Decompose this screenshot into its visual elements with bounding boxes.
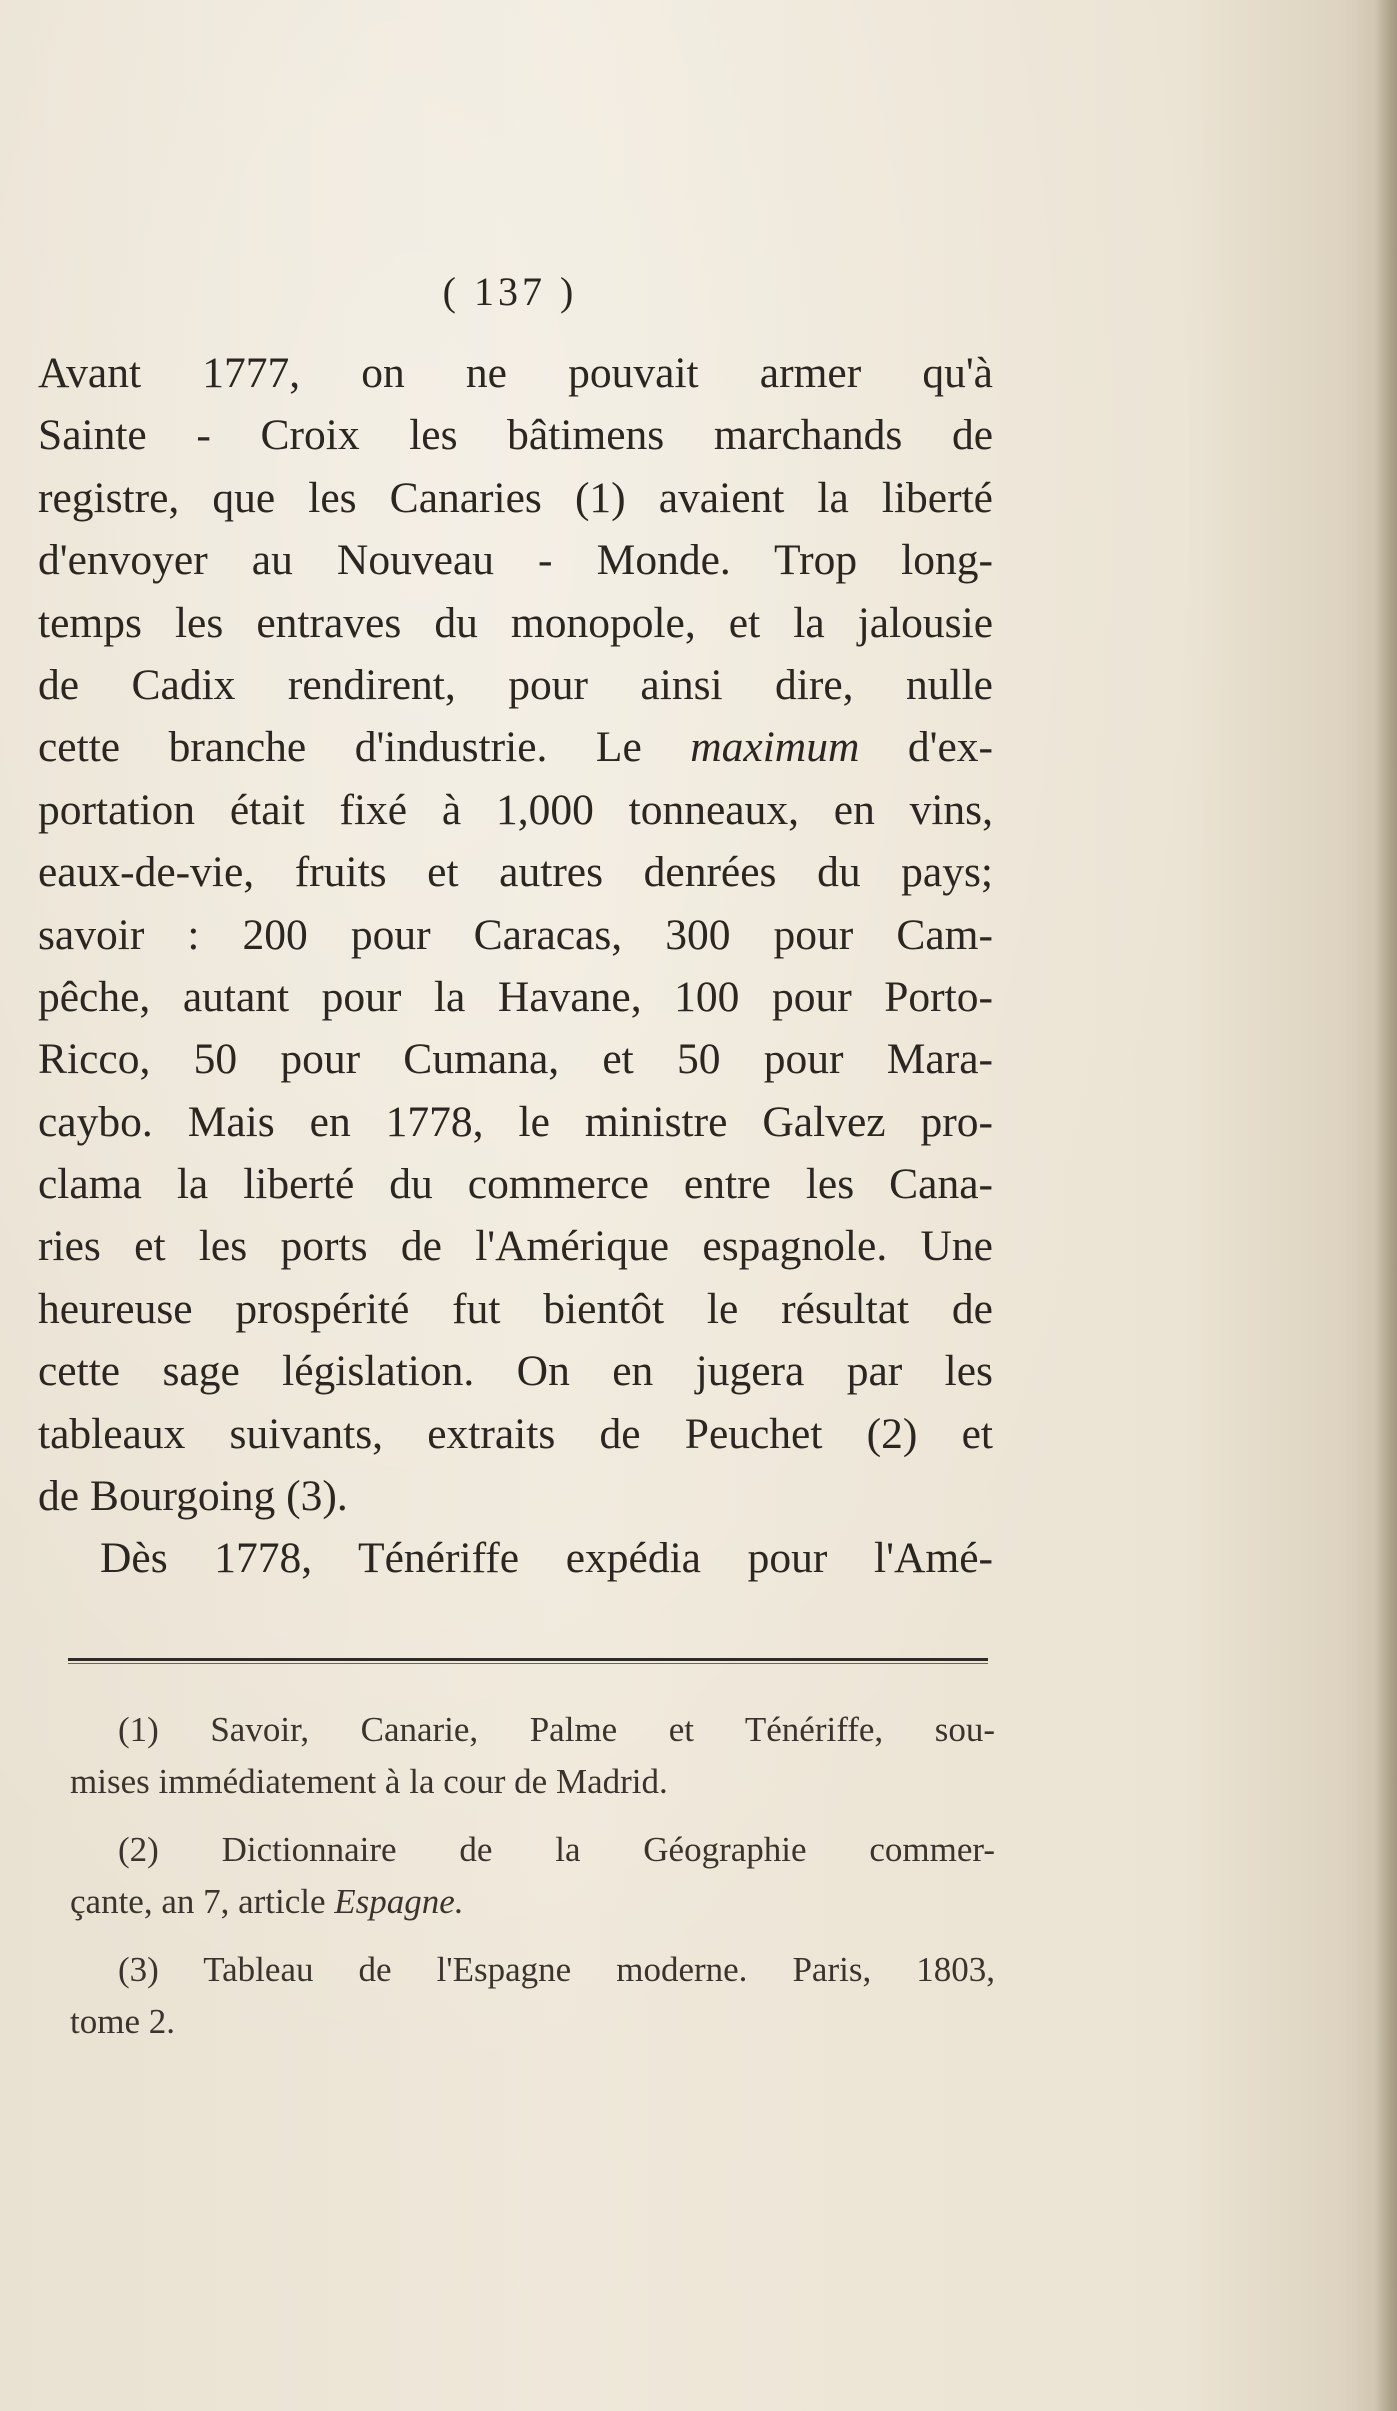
footnote-line: (1) Savoir, Canarie, Palme et Ténériffe, sou-: [118, 1710, 995, 1749]
page-number: ( 137 ): [442, 269, 578, 314]
text-line: Sainte - Croix les bâtimens marchands de: [38, 411, 993, 460]
text-line: tableaux suivants, extraits de Peuchet (2) et: [38, 1409, 993, 1458]
text-line: clama la liberté du commerce entre les Cana-: [38, 1160, 993, 1209]
footnote-1: [70, 1704, 995, 1808]
text-line: portation était fixé à 1,000 tonneaux, en vins,: [38, 785, 993, 834]
text-line: heureuse prospérité fut bientôt le résultat de: [38, 1284, 993, 1333]
text-segment: çante, an 7, article: [70, 1882, 326, 1921]
text-line: eaux-de-vie, fruits et autres denrées du pays;: [38, 848, 993, 897]
text-segment: cette branche d'industrie. Le: [38, 723, 642, 772]
text-line: temps les entraves du monopole, et la jalousie: [38, 598, 993, 647]
text-line: Ricco, 50 pour Cumana, et 50 pour Mara-: [38, 1035, 993, 1084]
text-line: caybo. Mais en 1778, le ministre Galvez pro-: [38, 1097, 993, 1146]
main-text: [38, 342, 993, 1590]
text-line: registre, que les Canaries (1) avaient la liberté: [38, 473, 993, 522]
footnote-2: [70, 1824, 995, 1928]
footnote-rule-thin: [68, 1663, 988, 1664]
text-line: savoir : 200 pour Caracas, 300 pour Cam-: [38, 910, 993, 959]
footnote-line-italic: [70, 1876, 995, 1928]
page-edge-shadow: [1375, 0, 1397, 2411]
text-line: de Bourgoing (3).: [38, 1472, 348, 1521]
footnote-line: (3) Tableau de l'Espagne moderne. Paris, 1803,: [118, 1950, 995, 1989]
text-line: ries et les ports de l'Amérique espagnole. Une: [38, 1222, 993, 1271]
text-line: cette sage législation. On en jugera par les: [38, 1347, 993, 1396]
footnote-line: mises immédiatement à la cour de Madrid.: [70, 1762, 668, 1801]
footnote-3: [70, 1944, 995, 2048]
text-line: Dès 1778, Ténériffe expédia pour l'Amé-: [100, 1534, 993, 1583]
footnote-rule: [68, 1658, 988, 1661]
italic-word: Espagne.: [334, 1882, 464, 1921]
text-segment: d'ex-: [907, 723, 994, 772]
footnotes: [70, 1704, 995, 2064]
text-line: d'envoyer au Nouveau - Monde. Trop long-: [38, 536, 993, 585]
italic-word: maximum: [690, 723, 860, 772]
footnote-line: tome 2.: [70, 2002, 175, 2041]
footnote-line: (2) Dictionnaire de la Géographie commer-: [118, 1830, 995, 1869]
text-line: Avant 1777, on ne pouvait armer qu'à: [38, 349, 993, 397]
text-line-maximum: [38, 716, 993, 778]
text-line: de Cadix rendirent, pour ainsi dire, nulle: [38, 660, 993, 709]
text-line: pêche, autant pour la Havane, 100 pour Porto-: [38, 972, 993, 1021]
